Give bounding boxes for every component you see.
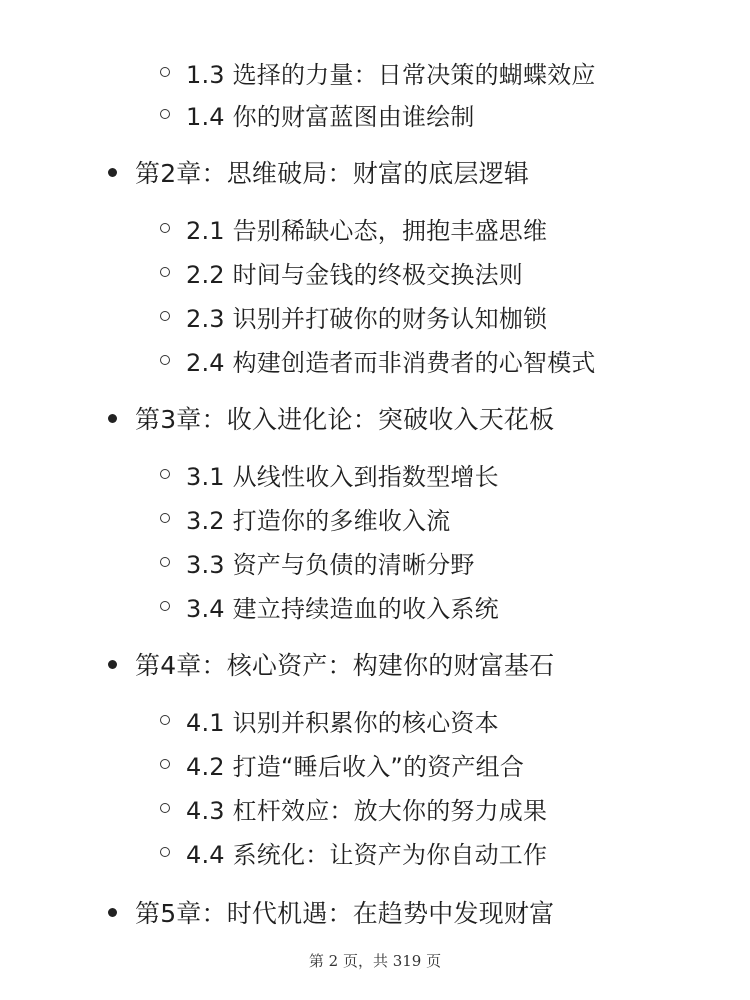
hollow-bullet-icon <box>160 267 170 277</box>
hollow-bullet-icon <box>160 557 170 567</box>
filled-bullet-icon <box>108 908 117 917</box>
hollow-bullet-icon <box>160 847 170 857</box>
toc-section-label: 3.1 从线性收入到指数型增长 <box>186 462 499 491</box>
filled-bullet-icon <box>108 168 117 177</box>
toc-section-item <box>160 340 596 380</box>
toc-chapter-label: 第4章：核心资产：构建你的财富基石 <box>135 651 555 680</box>
toc-section-item <box>160 94 475 134</box>
toc-chapter-item <box>108 644 554 684</box>
page-number-footer: 第 2 页，共 319 页 <box>308 952 442 970</box>
hollow-bullet-icon <box>160 759 170 769</box>
toc-section-item <box>160 744 524 784</box>
filled-bullet-icon <box>108 414 117 423</box>
hollow-bullet-icon <box>160 355 170 365</box>
toc-section-label: 4.2 打造“睡后收入”的资产组合 <box>186 752 525 781</box>
toc-section-item <box>160 542 475 582</box>
hollow-bullet-icon <box>160 803 170 813</box>
hollow-bullet-icon <box>160 109 170 119</box>
toc-chapter-item <box>108 892 554 932</box>
toc-section-item <box>160 832 547 872</box>
toc-section-label: 3.3 资产与负债的清晰分野 <box>186 550 475 579</box>
hollow-bullet-icon <box>160 715 170 725</box>
toc-section-label: 3.4 建立持续造血的收入系统 <box>186 594 499 623</box>
hollow-bullet-icon <box>160 311 170 321</box>
toc-section-item <box>160 700 499 740</box>
toc-section-label: 4.3 杠杆效应：放大你的努力成果 <box>186 796 548 825</box>
toc-section-label: 2.1 告别稀缺心态，拥抱丰盛思维 <box>186 216 548 245</box>
toc-chapter-item <box>108 152 529 192</box>
toc-section-item <box>160 454 499 494</box>
toc-section-item <box>160 788 547 828</box>
hollow-bullet-icon <box>160 601 170 611</box>
filled-bullet-icon <box>108 660 117 669</box>
toc-section-label: 4.1 识别并积累你的核心资本 <box>186 708 499 737</box>
toc-section-item <box>160 208 547 248</box>
toc-section-item <box>160 498 450 538</box>
toc-section-label: 1.4 你的财富蓝图由谁绘制 <box>186 102 475 131</box>
toc-section-item <box>160 296 547 336</box>
toc-chapter-label: 第5章：时代机遇：在趋势中发现财富 <box>135 899 555 928</box>
toc-section-label: 4.4 系统化：让资产为你自动工作 <box>186 840 548 869</box>
hollow-bullet-icon <box>160 67 170 77</box>
toc-section-label: 3.2 打造你的多维收入流 <box>186 506 451 535</box>
toc-section-label: 2.2 时间与金钱的终极交换法则 <box>186 260 523 289</box>
toc-section-label: 1.3 选择的力量：日常决策的蝴蝶效应 <box>186 60 596 89</box>
hollow-bullet-icon <box>160 513 170 523</box>
hollow-bullet-icon <box>160 223 170 233</box>
hollow-bullet-icon <box>160 469 170 479</box>
toc-section-item <box>160 586 499 626</box>
toc-section-label: 2.3 识别并打破你的财务认知枷锁 <box>186 304 548 333</box>
toc-chapter-label: 第3章：收入进化论：突破收入天花板 <box>135 405 555 434</box>
toc-section-item <box>160 52 596 92</box>
toc-chapter-label: 第2章：思维破局：财富的底层逻辑 <box>135 159 530 188</box>
toc-section-item <box>160 252 523 292</box>
toc-section-label: 2.4 构建创造者而非消费者的心智模式 <box>186 348 596 377</box>
toc-chapter-item <box>108 398 554 438</box>
